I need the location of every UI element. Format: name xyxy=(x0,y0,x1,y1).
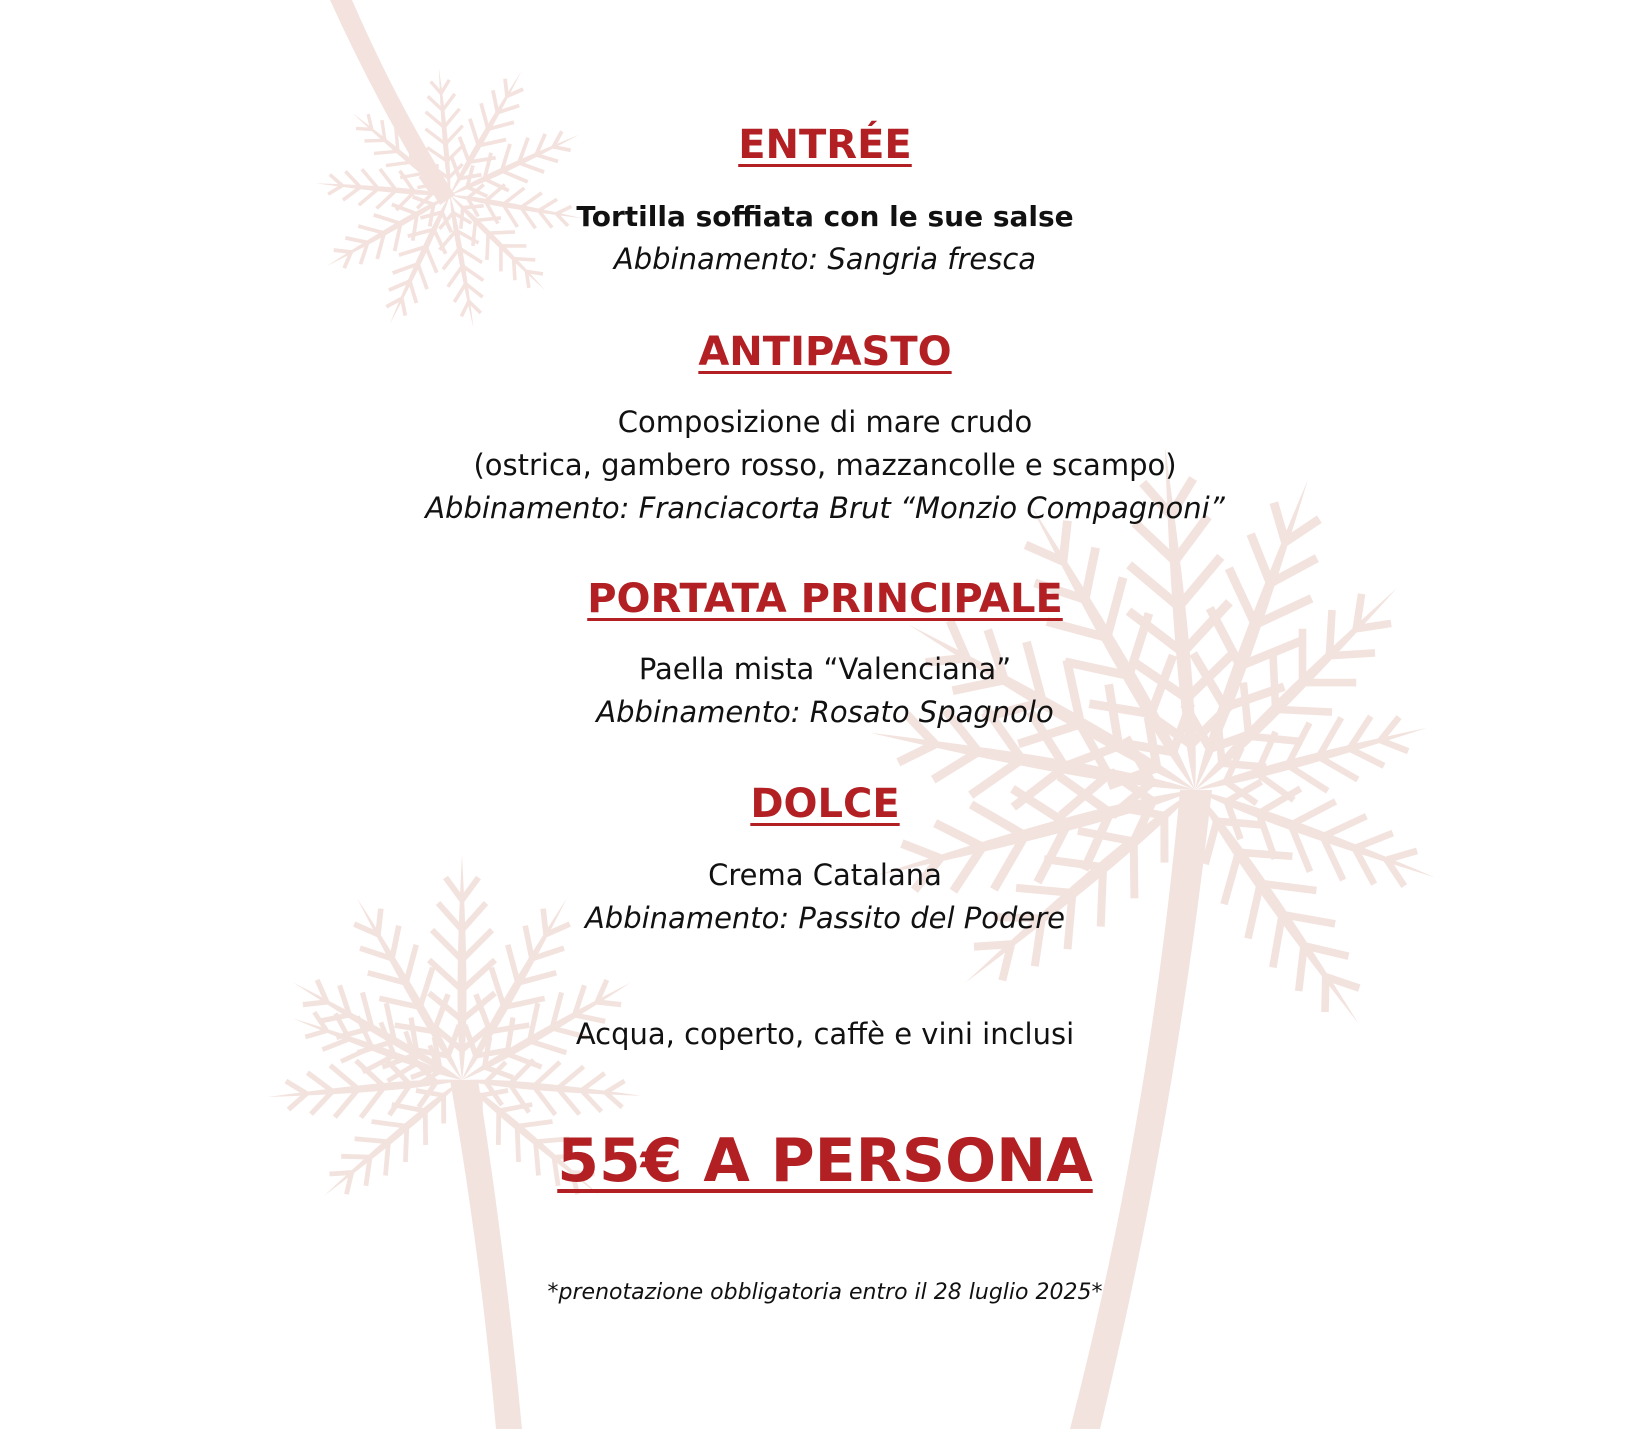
pairing-line: Abbinamento: Rosato Spagnolo xyxy=(596,695,1054,729)
price-per-person: 55€ A PERSONA xyxy=(557,1126,1093,1196)
included-note: Acqua, coperto, caffè e vini inclusi xyxy=(575,1017,1075,1051)
pairing-line: Abbinamento: Passito del Podere xyxy=(584,901,1066,935)
section-heading-antipasto: ANTIPASTO xyxy=(698,329,952,375)
dish-line: Paella mista “Valenciana” xyxy=(638,652,1012,686)
dish-line: (ostrica, gambero rosso, mazzancolle e scampo) xyxy=(473,448,1177,482)
dish-line: Composizione di mare crudo xyxy=(617,405,1033,439)
section-heading-dolce: DOLCE xyxy=(750,781,900,827)
section-heading-portata-principale: PORTATA PRINCIPALE xyxy=(587,576,1063,622)
section-heading-entree: ENTRÉE xyxy=(738,122,912,168)
pairing-line: Abbinamento: Sangria fresca xyxy=(613,242,1037,276)
dish-line: Tortilla soffiata con le sue salse xyxy=(576,200,1074,233)
reservation-note: *prenotazione obbligatoria entro il 28 luglio 2025* xyxy=(547,1280,1103,1305)
pairing-line: Abbinamento: Franciacorta Brut “Monzio Compagnoni” xyxy=(425,491,1225,525)
dish-line: Crema Catalana xyxy=(708,858,942,892)
